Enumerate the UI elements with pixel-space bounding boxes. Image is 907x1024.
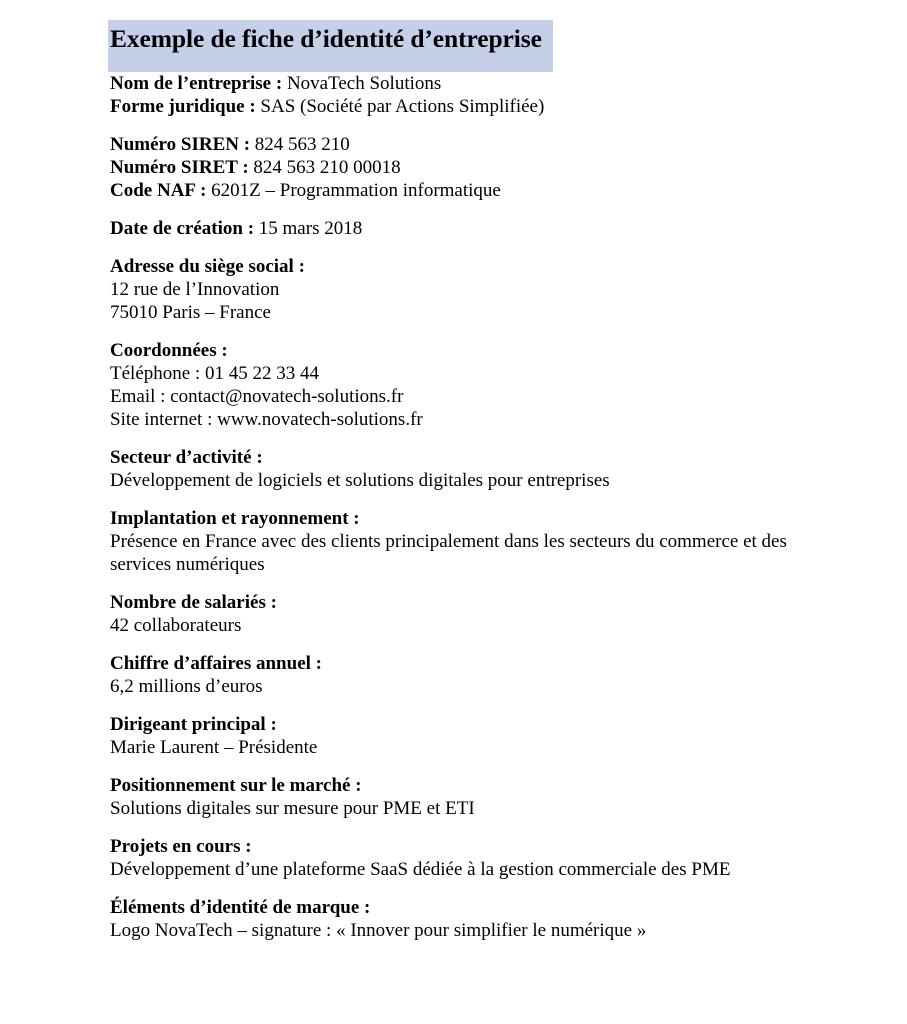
employees-heading: Nombre de salariés : bbox=[110, 592, 277, 614]
revenue-heading: Chiffre d’affaires annuel : bbox=[110, 653, 322, 675]
field-siret-label: Numéro SIRET : bbox=[110, 157, 249, 179]
field-legal-form-value: SAS (Société par Actions Simplifiée) bbox=[260, 96, 545, 118]
section-employees bbox=[110, 591, 800, 637]
field-naf bbox=[110, 179, 800, 202]
revenue-value: 6,2 millions d’euros bbox=[110, 676, 263, 698]
positioning-value: Solutions digitales sur mesure pour PME et ETI bbox=[110, 798, 475, 820]
field-siren-value: 824 563 210 bbox=[254, 134, 350, 156]
activity-value: Développement de logiciels et solutions digitales pour entreprises bbox=[110, 470, 610, 492]
field-naf-label: Code NAF : bbox=[110, 180, 207, 202]
section-brand bbox=[110, 896, 800, 942]
address-heading: Adresse du siège social : bbox=[110, 256, 305, 278]
field-siren-label: Numéro SIREN : bbox=[110, 134, 251, 156]
section-footprint bbox=[110, 507, 800, 576]
field-creation-date-value: 15 mars 2018 bbox=[258, 218, 363, 240]
contact-heading: Coordonnées : bbox=[110, 340, 228, 362]
brand-value: Logo NovaTech – signature : « Innover pour simplifier le numérique » bbox=[110, 920, 647, 942]
field-creation-date bbox=[110, 217, 800, 240]
address-city: 75010 Paris – France bbox=[110, 302, 271, 324]
page-title: Exemple de fiche d’identité d’entreprise bbox=[108, 20, 553, 72]
section-projects bbox=[110, 835, 800, 881]
field-legal-form-label: Forme juridique : bbox=[110, 96, 256, 118]
field-company-name-label: Nom de l’entreprise : bbox=[110, 73, 283, 95]
field-creation-date-label: Date de création : bbox=[110, 218, 255, 240]
section-identity bbox=[110, 72, 800, 118]
field-legal-form bbox=[110, 95, 800, 118]
section-revenue bbox=[110, 652, 800, 698]
section-address bbox=[110, 255, 800, 324]
footprint-heading: Implantation et rayonnement : bbox=[110, 508, 360, 530]
leader-heading: Dirigeant principal : bbox=[110, 714, 277, 736]
field-siret-value: 824 563 210 00018 bbox=[253, 157, 401, 179]
field-naf-value: 6201Z – Programmation informatique bbox=[211, 180, 501, 202]
leader-value: Marie Laurent – Présidente bbox=[110, 737, 318, 759]
contact-website: Site internet : www.novatech-solutions.fr bbox=[110, 409, 423, 431]
employees-value: 42 collaborateurs bbox=[110, 615, 242, 637]
contact-phone: Téléphone : 01 45 22 33 44 bbox=[110, 363, 319, 385]
projects-value: Développement d’une plateforme SaaS dédiée à la gestion commerciale des PME bbox=[110, 859, 731, 881]
field-siren bbox=[110, 133, 800, 156]
section-creation-date bbox=[110, 217, 800, 240]
section-leader bbox=[110, 713, 800, 759]
address-street: 12 rue de l’Innovation bbox=[110, 279, 280, 301]
activity-heading: Secteur d’activité : bbox=[110, 447, 263, 469]
section-contact bbox=[110, 339, 800, 431]
section-registration bbox=[110, 133, 800, 202]
field-siret bbox=[110, 156, 800, 179]
contact-email: Email : contact@novatech-solutions.fr bbox=[110, 386, 404, 408]
brand-heading: Éléments d’identité de marque : bbox=[110, 897, 371, 919]
field-company-name-value: NovaTech Solutions bbox=[286, 73, 442, 95]
positioning-heading: Positionnement sur le marché : bbox=[110, 775, 362, 797]
field-company-name bbox=[110, 72, 800, 95]
section-activity bbox=[110, 446, 800, 492]
projects-heading: Projets en cours : bbox=[110, 836, 252, 858]
section-positioning bbox=[110, 774, 800, 820]
footprint-value: Présence en France avec des clients principalement dans les secteurs du commerce et des services numériques bbox=[110, 531, 787, 576]
